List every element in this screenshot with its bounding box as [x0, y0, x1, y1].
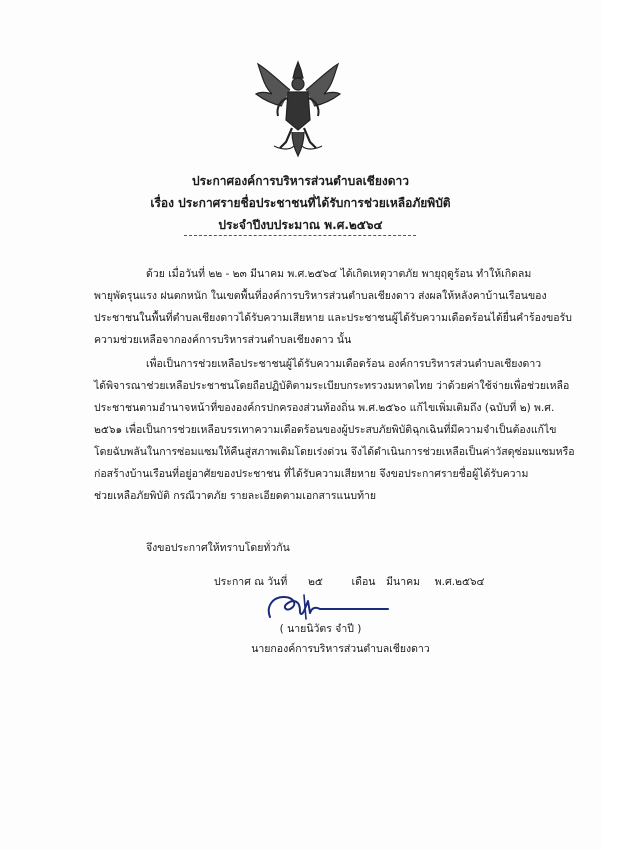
date-year: พ.ศ.๒๕๖๔ — [434, 576, 485, 588]
date-prefix: ประกาศ ณ วันที่ — [214, 576, 288, 588]
header-org-title: ประกาศองค์การบริหารส่วนตำบลเชียงดาว — [191, 174, 409, 188]
signer-name: ( นายนิวัตร จำปี ) — [279, 623, 362, 635]
paragraph-line: เพื่อเป็นการช่วยเหลือประชาชนผู้ได้รับความเดือดร้อน องค์การบริหารส่วนตำบลเชียงดาว — [146, 358, 542, 370]
paragraph-line: ได้พิจารณาช่วยเหลือประชาชนโดยถือปฏิบัติตามระเบียบกระทรวงมหาดไทย ว่าด้วยค่าใช้จ่ายเพื่อช่วยเหลือ — [94, 380, 570, 392]
paragraph-line: ๒๕๖๑ เพื่อเป็นการช่วยเหลือบรรเทาความเดือดร้อนของผู้ประสบภัยพิบัติฉุกเฉินที่มีความจำเป็นต้องแก้ไข — [94, 424, 557, 436]
paragraph-assistance — [94, 353, 575, 507]
header-divider — [184, 235, 416, 236]
announcement-date — [214, 573, 485, 590]
header-subject: เรื่อง ประกาศรายชื่อประชาชนที่ได้รับการช่วยเหลือภัยพิบัติ — [150, 196, 451, 210]
paragraph-line: ความช่วยเหลือจากองค์การบริหารส่วนตำบลเชียงดาว นั้น — [94, 334, 352, 346]
paragraph-incident — [94, 263, 572, 351]
date-day: ๒๕ — [307, 576, 323, 588]
date-month: มีนาคม — [386, 576, 421, 588]
paragraph-line: พายุพัดรุนแรง ฝนตกหนัก ในเขตพื้นที่องค์การบริหารส่วนตำบลเชียงดาว ส่งผลให้หลังคาบ้านเรือนของ — [94, 290, 547, 302]
paragraph-line: ประชาชนในพื้นที่ตำบลเชียงดาวได้รับความเสียหาย และประชาชนผู้ได้รับความเดือดร้อนได้ยื่นคำร้องขอรับ — [94, 312, 572, 324]
paragraph-line: ประชาชนตามอำนาจหน้าที่ขององค์กรปกครองส่วนท้องถิ่น พ.ศ.๒๕๖๐ แก้ไขเพิ่มเติมถึง (ฉบับที่ ๒) พ.ศ. — [94, 402, 555, 414]
paragraph-line: โดยฉับพลันในการซ่อมแซมให้คืนสู่สภาพเดิมโดยเร่งด่วน จึงได้ดำเนินการช่วยเหลือเป็นค่าวัสดุซ่อมแซมหรือ — [94, 446, 575, 458]
date-month-label: เดือน — [351, 576, 376, 588]
paragraph-line: ด้วย เมื่อวันที่ ๒๒ - ๒๓ มีนาคม พ.ศ.๒๕๖๔ ได้เกิดเหตุวาตภัย พายุฤดูร้อน ทำให้เกิดลม — [146, 268, 532, 280]
header-fiscal-year: ประจำปีงบประมาณ พ.ศ.๒๕๖๔ — [218, 218, 383, 232]
signer-title: นายกองค์การบริหารส่วนตำบลเชียงดาว — [251, 643, 430, 655]
announce-statement: จึงขอประกาศให้ทราบโดยทั่วกัน — [146, 542, 290, 554]
paragraph-line: ก่อสร้างบ้านเรือนที่อยู่อาศัยของประชาชน ที่ได้รับความเสียหาย จึงขอประกาศรายชื่อผู้ได้รับความ — [94, 468, 529, 480]
paragraph-line: ช่วยเหลือภัยพิบัติ กรณีวาตภัย รายละเอียดตามเอกสารแนบท้าย — [94, 490, 377, 502]
garuda-emblem-icon — [252, 58, 344, 158]
